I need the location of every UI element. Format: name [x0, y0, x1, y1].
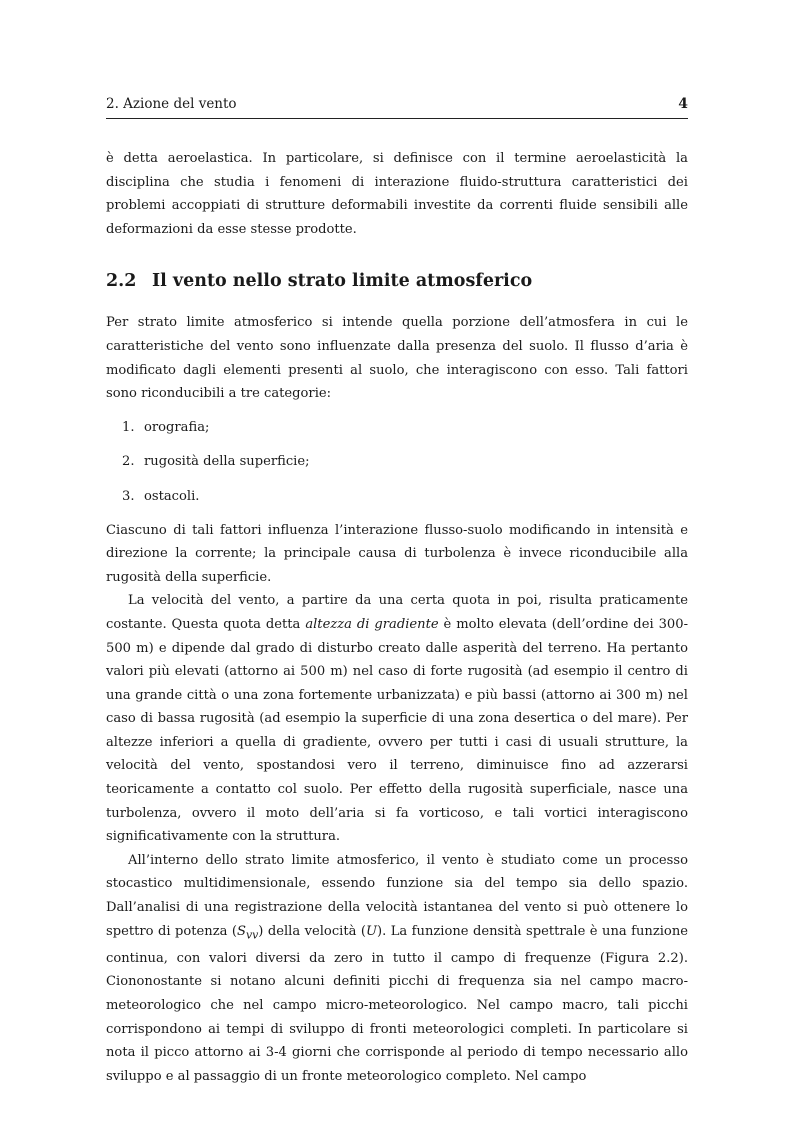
paragraph-definition: Per strato limite atmosferico si intende quella porzione dell’atmosfera in cui le caratteristiche del vento sono influenzate dalla presenza del suolo. Il flusso d’aria è modificato dagli elementi presenti al suolo, che interagiscono con esso. Tali fattori sono riconducibili a tre categorie:: [106, 315, 688, 402]
section-number: 2.2: [106, 271, 137, 292]
factor-list: [106, 416, 688, 509]
list-item-text: ostacoli.: [144, 488, 200, 504]
list-item-text: rugosità della superficie;: [144, 454, 310, 470]
list-item-number: 2.: [122, 454, 135, 470]
paragraph-factors: Ciascuno di tali fattori influenza l’interazione flusso-suolo modificando in intensità e direzione la corrente; la principale causa di turbolenza è invece riconducibile alla rugosità della superficie.: [106, 522, 688, 585]
section-heading: [106, 269, 688, 293]
symbol-S: S: [236, 923, 246, 939]
symbol-U: U: [365, 923, 378, 939]
list-item: [122, 485, 688, 509]
section-title: Il vento nello strato limite atmosferico: [152, 271, 533, 292]
running-header: [106, 96, 688, 119]
main-text: [106, 147, 688, 1088]
emphasis-term: altezza di gradiente: [305, 616, 439, 632]
list-item-number: 1.: [122, 419, 135, 435]
chapter-title: 2. Azione del vento: [106, 96, 237, 112]
paragraph-gradient-height: La velocità del vento, a partire da una certa quota in poi, risulta praticamente costante. Questa quota detta altezza di gradiente è molto elevata (dell’ordine dei 300-500 m) e dipende dal grado di disturbo creato dalle asperità del terreno. Ha pertanto valori più elevati (attorno ai 500 m) nel caso di forte rugosità (ad esempio il centro di una grande città o una zona fortemente urbanizzata) e più bassi (attorno ai 300 m) nel caso di bassa rugosità (ad esempio la superficie di una zona desertica o del mare). Per altezze inferiori a quella di gradiente, ovvero per tutti i casi di usuali strutture, la velocità del vento, spostandosi vero il terreno, diminuisce fino ad azzerarsi teoricamente a contatto col suolo. Per effetto della rugosità superficiale, nasce una turbolenza, ovvero il moto dell’aria si fa vorticoso, e tali vortici interagiscono significativamente con la struttura.: [106, 593, 688, 845]
list-item-number: 3.: [122, 488, 135, 504]
paragraph-continuation: è detta aeroelastica. In particolare, si definisce con il termine aeroelasticità la disciplina che studia i fenomeni di interazione fluido-struttura caratteristici dei problemi accoppiati di strutture deformabili investite da correnti fluide sensibili alle deformazioni da esse stesse prodotte.: [106, 151, 688, 237]
page-number: 4: [678, 96, 688, 112]
list-item: [122, 450, 688, 474]
symbol-subscript: vv: [245, 928, 259, 942]
list-item-text: orografia;: [144, 419, 210, 435]
list-item: [122, 416, 688, 440]
paragraph-stochastic: All’interno dello strato limite atmosferico, il vento è studiato come un processo stocastico multidimensionale, essendo funzione sia del tempo sia dello spazio. Dall’analisi di una registrazione della velocità istantanea del vento si può ottenere lo spettro di potenza $(S_{vv})$ della velocità (U). La funzione densità spettrale è una funzione continua, con valori diversi da zero in tutto il campo di frequenze (Figura 2.2). Ciononostante si notano alcuni definiti picchi di frequenza sia nel campo macro-meteorologico che nel campo micro-meteorologico. Nel campo macro, tali picchi corrispondono ai tempi di sviluppo di fronti meteorologici completi. In particolare si nota il picco attorno ai 3-4 giorni che corrisponde al periodo di tempo necessario allo sviluppo e al passaggio di un fronte meteorologico completo. Nel campo: [106, 852, 688, 1084]
